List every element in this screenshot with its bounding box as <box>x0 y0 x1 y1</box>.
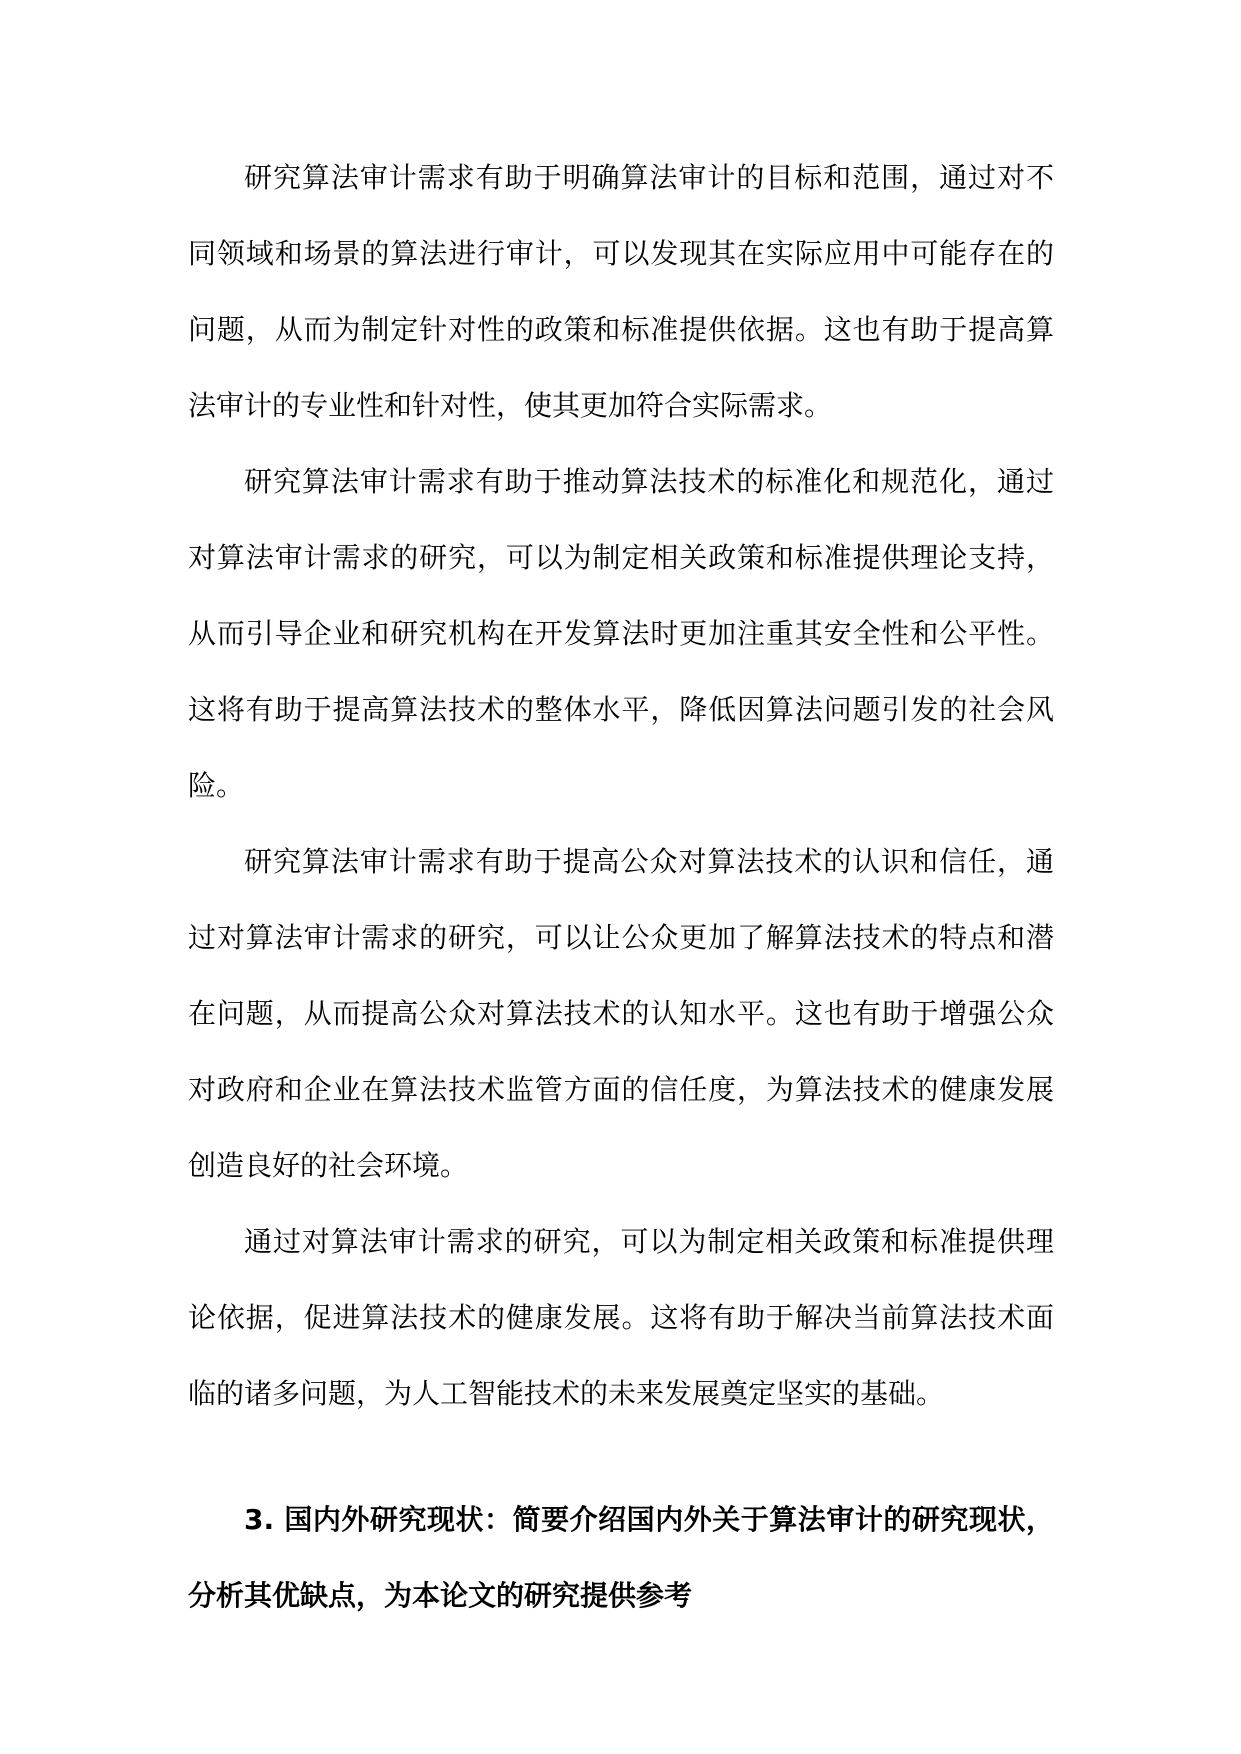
paragraph-1: 研究算法审计需求有助于明确算法审计的目标和范围，通过对不同领域和场景的算法进行审计，可以发现其在实际应用中可能存在的问题，从而为制定针对性的政策和标准提供依据。这也有助于提高算法审计的专业性和针对性，使其更加符合实际需求。 <box>188 161 1054 422</box>
paragraph-2: 研究算法审计需求有助于推动算法技术的标准化和规范化，通过对算法审计需求的研究，可以为制定相关政策和标准提供理论支持，从而引导企业和研究机构在开发算法时更加注重其安全性和公平性。这将有助于提高算法技术的整体水平，降低因算法问题引发的社会风险。 <box>188 465 1054 802</box>
section-heading: 3. 国内外研究现状：简要介绍国内外关于算法审计的研究现状，分析其优缺点，为本论文的研究提供参考 <box>188 1503 1054 1612</box>
document-body <box>188 140 1054 1634</box>
paragraph-3: 研究算法审计需求有助于提高公众对算法技术的认识和信任，通过对算法审计需求的研究，可以让公众更加了解算法技术的特点和潜在问题，从而提高公众对算法技术的认知水平。这也有助于增强公众对政府和企业在算法技术监管方面的信任度，为算法技术的健康发展创造良好的社会环境。 <box>188 845 1054 1182</box>
paragraph-4: 通过对算法审计需求的研究，可以为制定相关政策和标准提供理论依据，促进算法技术的健康发展。这将有助于解决当前算法技术面临的诸多问题，为人工智能技术的未来发展奠定坚实的基础。 <box>188 1225 1054 1410</box>
